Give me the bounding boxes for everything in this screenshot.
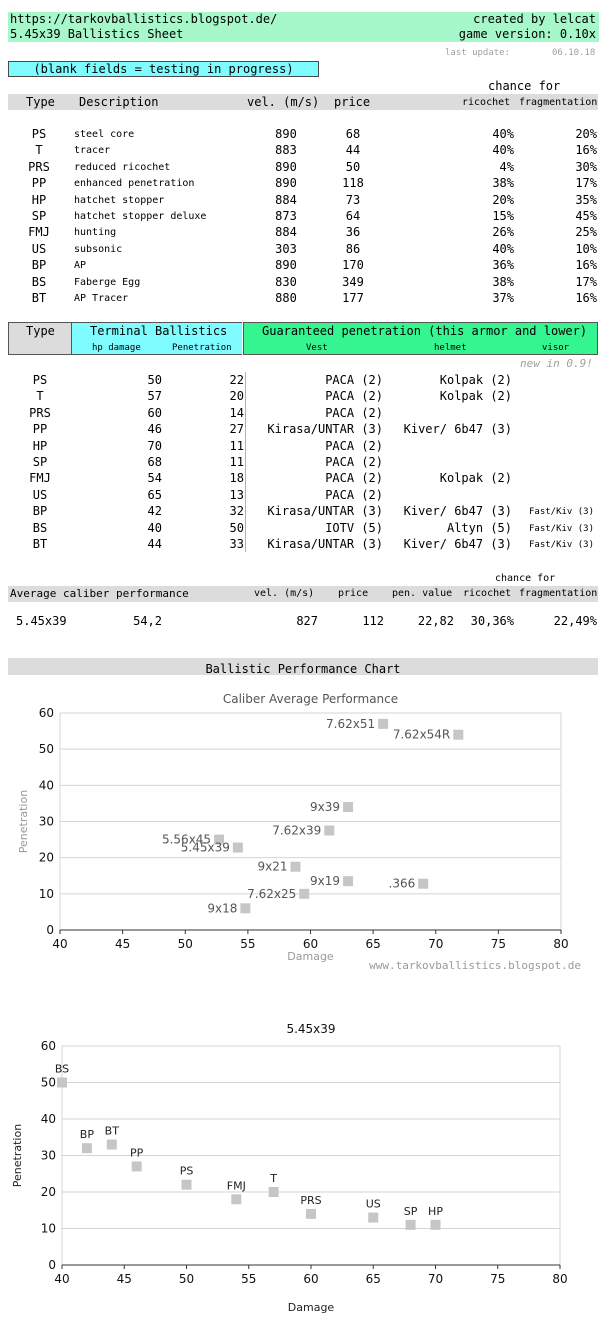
- ammo-description: reduced ricochet: [74, 161, 171, 173]
- point-label: HP: [428, 1204, 443, 1218]
- game-version: game version: 0.10x: [458, 27, 596, 41]
- vest-rating: PACA (2): [325, 487, 383, 502]
- ammo-ricochet: 38%: [492, 274, 514, 289]
- chart-section-title: Ballistic Performance Chart: [205, 662, 401, 676]
- ammo-price: 73: [345, 192, 361, 207]
- x-tick-label: 45: [114, 937, 131, 951]
- ammo-description: Faberge Egg: [74, 276, 141, 288]
- avg-col-velocity: vel. (m/s): [254, 588, 315, 599]
- ammo-description: hatchet stopper: [74, 194, 165, 206]
- ammo-description: tracer: [74, 145, 111, 157]
- point-label: PRS: [300, 1193, 322, 1207]
- last-update-label: last update:: [445, 48, 511, 58]
- data-point: [324, 826, 334, 836]
- ammo-fragmentation: 20%: [575, 127, 597, 141]
- col-price: price: [334, 95, 371, 109]
- helmet-rating: Kiver/ 6b47 (3): [403, 504, 512, 519]
- terminal-type: BT: [32, 537, 48, 551]
- terminal-penetration: 14: [229, 405, 244, 420]
- avg-col-ricochet: ricochet: [463, 588, 512, 599]
- point-label: 5.45x39: [180, 840, 230, 855]
- ammo-fragmentation: 10%: [575, 241, 597, 256]
- terminal-penetration: 22: [229, 373, 244, 387]
- terminal-damage: 68: [147, 455, 162, 469]
- terminal-col-type: Type: [26, 324, 55, 338]
- data-point: [299, 889, 309, 899]
- terminal-damage: 65: [147, 487, 162, 502]
- col-vest: Vest: [306, 343, 328, 353]
- ammo-velocity: 303: [275, 241, 297, 256]
- terminal-type: US: [32, 487, 48, 502]
- avg-ricochet: 30,36%: [470, 614, 514, 628]
- chart-title: 5.45x39: [286, 1022, 336, 1036]
- point-label: SP: [403, 1204, 418, 1218]
- x-tick-label: 40: [54, 1272, 70, 1286]
- ammo-row: [8, 128, 598, 143]
- ammo-fragmentation: 30%: [575, 159, 597, 174]
- point-label: 7.62x51: [326, 716, 376, 731]
- terminal-type-header: [8, 322, 72, 355]
- blog-url[interactable]: https://tarkovballistics.blogspot.de/: [10, 12, 278, 26]
- terminal-penetration: 27: [229, 422, 244, 437]
- ammo-fragmentation: 35%: [575, 192, 597, 207]
- ammo-type: FMJ: [28, 225, 50, 240]
- blank-fields-notice: [8, 61, 319, 77]
- ammo-type: PP: [31, 176, 47, 191]
- y-tick-label: 30: [40, 1148, 56, 1163]
- point-label: T: [270, 1172, 278, 1185]
- data-point: [343, 876, 353, 886]
- terminal-row: [8, 389, 598, 404]
- y-tick-label: 40: [40, 1112, 56, 1126]
- x-tick-label: 55: [241, 1272, 257, 1286]
- col-velocity: vel. (m/s): [247, 95, 320, 109]
- data-point: [453, 730, 463, 740]
- terminal-damage: 44: [147, 537, 162, 551]
- vest-rating: PACA (2): [325, 455, 383, 469]
- ammo-fragmentation: 16%: [575, 143, 597, 158]
- x-tick-label: 80: [552, 1272, 568, 1286]
- ammo-ricochet: 15%: [492, 209, 514, 223]
- ammo-price: 118: [342, 176, 364, 191]
- terminal-row: [8, 537, 598, 552]
- guaranteed-title: Guaranteed penetration (this armor and lower): [262, 324, 588, 338]
- terminal-damage: 54: [147, 471, 162, 486]
- y-tick-label: 40: [38, 778, 54, 793]
- caliber-average-chart: [0, 685, 607, 975]
- ammo-price: 44: [345, 143, 361, 158]
- x-tick-label: 45: [116, 1272, 132, 1286]
- ammo-row: [8, 210, 598, 225]
- ammo-description: enhanced penetration: [74, 178, 195, 190]
- terminal-row: [8, 373, 598, 388]
- ammo-price: 64: [345, 209, 361, 223]
- ammo-type: T: [35, 143, 43, 158]
- x-tick-label: 55: [240, 937, 256, 951]
- point-label: 9x39: [310, 800, 341, 815]
- terminal-type: T: [36, 389, 44, 404]
- x-tick-label: 65: [365, 1272, 381, 1286]
- ammo-ricochet: 26%: [492, 225, 514, 240]
- point-label: 5.56x45: [161, 832, 212, 847]
- ammo-velocity: 884: [275, 192, 297, 207]
- ammo-fragmentation: 45%: [575, 209, 597, 223]
- sheet-header: [8, 12, 599, 42]
- ammo-fragmentation: 25%: [575, 225, 597, 240]
- ammo-price: 170: [342, 258, 364, 273]
- point-label: FMJ: [226, 1179, 246, 1193]
- ammo-price: 50: [345, 159, 361, 174]
- terminal-ballistics-header: [72, 322, 242, 355]
- x-tick-label: 60: [302, 937, 319, 951]
- terminal-row: [8, 406, 598, 421]
- y-tick-label: 60: [38, 706, 54, 720]
- terminal-penetration: 50: [229, 520, 244, 535]
- data-point: [233, 843, 243, 853]
- col-type: Type: [26, 95, 55, 109]
- terminal-damage: 50: [147, 373, 162, 387]
- vest-rating: Kirasa/UNTAR (3): [267, 537, 383, 551]
- terminal-penetration: 13: [229, 487, 244, 502]
- avg-col-fragmentation: fragmentation: [519, 588, 598, 599]
- terminal-row: [8, 455, 598, 470]
- ammo-fragmentation: 17%: [575, 274, 597, 289]
- terminal-damage: 70: [147, 438, 162, 453]
- ammo-fragmentation: 16%: [575, 291, 597, 305]
- average-row: [8, 614, 598, 630]
- ammo-row: [8, 243, 598, 258]
- ammo-velocity: 884: [275, 225, 297, 240]
- data-point: [306, 1209, 316, 1219]
- visor-rating: Fast/Kiv (3): [529, 507, 595, 518]
- ammo-ricochet: 40%: [492, 127, 514, 141]
- point-label: 9x21: [257, 859, 288, 874]
- avg-damage: 54,2: [133, 614, 162, 628]
- terminal-title: Terminal Ballistics: [90, 324, 228, 338]
- visor-rating: Fast/Kiv (3): [529, 523, 595, 534]
- data-point: [269, 1187, 279, 1197]
- point-label: PP: [130, 1146, 144, 1160]
- data-point: [406, 1220, 416, 1230]
- ammo-row: [8, 144, 598, 159]
- ammo-description: AP: [74, 260, 87, 272]
- ammo-description: AP Tracer: [74, 293, 129, 304]
- ammo-ricochet: 20%: [492, 192, 514, 207]
- terminal-type: BP: [32, 504, 48, 519]
- ammo-ricochet: 38%: [492, 176, 514, 191]
- ammo-type: US: [31, 241, 47, 256]
- ammo-row: [8, 226, 598, 241]
- caliber-545-chart: [0, 1015, 607, 1325]
- y-tick-label: 50: [40, 1075, 56, 1090]
- x-tick-label: 60: [303, 1272, 319, 1286]
- terminal-damage: 60: [147, 405, 162, 420]
- vest-rating: IOTV (5): [325, 520, 383, 535]
- ammo-price: 349: [342, 274, 364, 289]
- point-label: 7.62x39: [272, 823, 322, 838]
- chart-watermark: www.tarkovballistics.blogspot.de: [369, 959, 581, 972]
- vest-rating: Kirasa/UNTAR (3): [267, 422, 383, 437]
- data-point: [231, 1194, 241, 1204]
- y-tick-label: 20: [40, 1185, 56, 1199]
- terminal-row: [8, 471, 598, 486]
- x-axis-label: Damage: [287, 1301, 335, 1314]
- average-label: Average caliber performance: [10, 587, 189, 600]
- terminal-type: BS: [32, 520, 48, 535]
- terminal-damage: 46: [147, 422, 162, 437]
- col-penetration: Penetration: [172, 343, 232, 353]
- ammo-table-header: [8, 94, 598, 110]
- terminal-penetration: 11: [229, 438, 244, 453]
- average-header: [8, 586, 598, 602]
- ammo-fragmentation: 17%: [575, 176, 597, 191]
- col-fragmentation: fragmentation: [519, 97, 598, 108]
- ammo-description: steel core: [74, 129, 135, 140]
- col-ricochet: ricochet: [462, 97, 511, 108]
- x-tick-label: 75: [490, 1272, 506, 1286]
- ammo-price: 36: [345, 225, 361, 240]
- terminal-type: PP: [32, 422, 48, 437]
- ammo-description: subsonic: [74, 243, 123, 255]
- notice-text: (blank fields = testing in progress): [33, 62, 294, 76]
- y-tick-label: 0: [46, 923, 54, 937]
- terminal-penetration: 11: [229, 455, 244, 469]
- y-axis-label: Penetration: [17, 789, 30, 854]
- ammo-row: [8, 177, 598, 192]
- ammo-velocity: 890: [275, 127, 297, 141]
- ammo-velocity: 880: [275, 291, 297, 305]
- terminal-penetration: 20: [229, 389, 244, 404]
- terminal-row: [8, 521, 598, 536]
- ammo-velocity: 830: [275, 274, 297, 289]
- y-tick-label: 0: [48, 1258, 56, 1272]
- ammo-row: [8, 259, 598, 274]
- helmet-rating: Altyn (5): [446, 520, 512, 535]
- col-hp-damage: hp damage: [92, 343, 141, 353]
- vest-rating: PACA (2): [325, 471, 383, 486]
- terminal-penetration: 32: [229, 504, 244, 519]
- guaranteed-penetration-header: [243, 322, 598, 355]
- data-point: [132, 1161, 142, 1171]
- col-helmet: helmet: [434, 343, 467, 353]
- vest-rating: PACA (2): [325, 438, 383, 453]
- y-tick-label: 30: [38, 814, 54, 829]
- avg-chance-for-label: chance for: [495, 573, 556, 584]
- last-update-date: 06.10.18: [552, 48, 596, 58]
- terminal-row: [8, 488, 598, 503]
- ammo-ricochet: 40%: [492, 241, 514, 256]
- ammo-velocity: 890: [275, 159, 297, 174]
- avg-caliber: 5.45x39: [16, 614, 67, 628]
- x-tick-label: 70: [428, 937, 444, 951]
- terminal-type: SP: [32, 455, 48, 469]
- x-tick-label: 75: [490, 937, 507, 951]
- point-label: .366: [388, 876, 416, 891]
- point-label: 7.62x25: [247, 886, 297, 901]
- data-point: [418, 879, 428, 889]
- new-feature-note: new in 0.9!: [520, 357, 593, 370]
- data-point: [240, 903, 250, 913]
- ammo-type: SP: [31, 209, 47, 223]
- data-point: [82, 1143, 92, 1153]
- terminal-damage: 42: [147, 504, 162, 519]
- terminal-penetration: 18: [229, 471, 244, 486]
- x-tick-label: 80: [553, 937, 569, 951]
- x-tick-label: 50: [177, 937, 193, 951]
- y-tick-label: 60: [40, 1039, 56, 1053]
- ammo-velocity: 890: [275, 258, 297, 273]
- point-label: 7.62x54R: [392, 727, 451, 742]
- col-visor: visor: [542, 343, 570, 353]
- data-point: [182, 1180, 192, 1190]
- y-tick-label: 10: [38, 886, 54, 901]
- vest-rating: Kirasa/UNTAR (3): [267, 504, 383, 519]
- ammo-description: hunting: [74, 227, 117, 239]
- ammo-row: [8, 276, 598, 291]
- ammo-velocity: 890: [275, 176, 297, 191]
- terminal-row: [8, 422, 598, 437]
- terminal-damage: 40: [147, 520, 162, 535]
- avg-col-pen-value: pen. value: [392, 588, 453, 599]
- ammo-type: PS: [31, 127, 47, 141]
- data-point: [368, 1213, 378, 1223]
- y-axis-label: Penetration: [11, 1123, 24, 1188]
- terminal-type: HP: [32, 438, 48, 453]
- data-point: [107, 1140, 117, 1150]
- vest-rating: PACA (2): [325, 405, 383, 420]
- y-tick-label: 10: [40, 1221, 56, 1236]
- sheet-title: 5.45x39 Ballistics Sheet: [10, 27, 184, 41]
- vest-rating: PACA (2): [325, 373, 383, 387]
- ammo-fragmentation: 16%: [575, 258, 597, 273]
- ammo-velocity: 873: [275, 209, 297, 223]
- avg-velocity: 827: [296, 614, 318, 628]
- avg-price: 112: [362, 614, 384, 628]
- chart-section-header: [8, 658, 598, 675]
- data-point: [290, 862, 300, 872]
- ammo-type: BP: [31, 258, 47, 273]
- point-label: PS: [179, 1164, 194, 1178]
- col-description: Description: [79, 95, 159, 109]
- ammo-price: 68: [345, 127, 361, 141]
- point-label: BP: [79, 1128, 94, 1142]
- visor-rating: Fast/Kiv (3): [529, 540, 595, 550]
- ammo-ricochet: 36%: [492, 258, 514, 273]
- x-tick-label: 50: [178, 1272, 195, 1286]
- ammo-row: [8, 194, 598, 209]
- x-tick-label: 70: [427, 1272, 444, 1286]
- chance-for-label: chance for: [488, 79, 561, 93]
- terminal-row: [8, 504, 598, 519]
- helmet-rating: Kolpak (2): [439, 471, 512, 486]
- ammo-price: 86: [345, 241, 361, 256]
- author: created by lelcat: [473, 12, 596, 26]
- avg-pen-value: 22,82: [417, 614, 454, 628]
- data-point: [378, 719, 388, 729]
- terminal-type: PRS: [29, 405, 51, 420]
- point-label: 9x18: [207, 901, 238, 916]
- ammo-type: BS: [31, 274, 47, 289]
- ammo-ricochet: 37%: [492, 291, 514, 305]
- data-point: [431, 1220, 441, 1230]
- x-axis-label: Damage: [287, 950, 334, 963]
- helmet-rating: Kiver/ 6b47 (3): [403, 422, 512, 437]
- terminal-damage: 57: [147, 389, 162, 404]
- terminal-type: FMJ: [29, 471, 51, 486]
- ammo-price: 177: [342, 291, 364, 305]
- avg-col-price: price: [338, 588, 369, 599]
- ammo-ricochet: 40%: [492, 143, 514, 158]
- ammo-type: HP: [31, 192, 47, 207]
- ammo-description: hatchet stopper deluxe: [74, 211, 207, 222]
- terminal-type: PS: [32, 373, 48, 387]
- data-point: [57, 1078, 67, 1088]
- chart-title: Caliber Average Performance: [222, 692, 399, 706]
- terminal-penetration: 33: [229, 537, 244, 551]
- terminal-row: [8, 439, 598, 454]
- x-tick-label: 40: [52, 937, 68, 951]
- helmet-rating: Kiver/ 6b47 (3): [403, 537, 512, 551]
- avg-fragmentation: 22,49%: [553, 614, 597, 628]
- ammo-row: [8, 161, 598, 176]
- point-label: BS: [54, 1062, 70, 1076]
- helmet-rating: Kolpak (2): [439, 389, 512, 404]
- point-label: 9x19: [310, 874, 341, 889]
- helmet-rating: Kolpak (2): [439, 373, 512, 387]
- ammo-type: PRS: [28, 159, 50, 174]
- x-tick-label: 65: [365, 937, 381, 951]
- data-point: [343, 802, 353, 812]
- vest-rating: PACA (2): [325, 389, 383, 404]
- y-tick-label: 50: [38, 742, 54, 757]
- point-label: US: [365, 1197, 381, 1211]
- ammo-velocity: 883: [275, 143, 297, 158]
- y-tick-label: 20: [38, 850, 54, 865]
- point-label: BT: [104, 1124, 119, 1138]
- ammo-ricochet: 4%: [499, 159, 514, 174]
- ammo-type: BT: [31, 291, 47, 305]
- ammo-row: [8, 292, 598, 307]
